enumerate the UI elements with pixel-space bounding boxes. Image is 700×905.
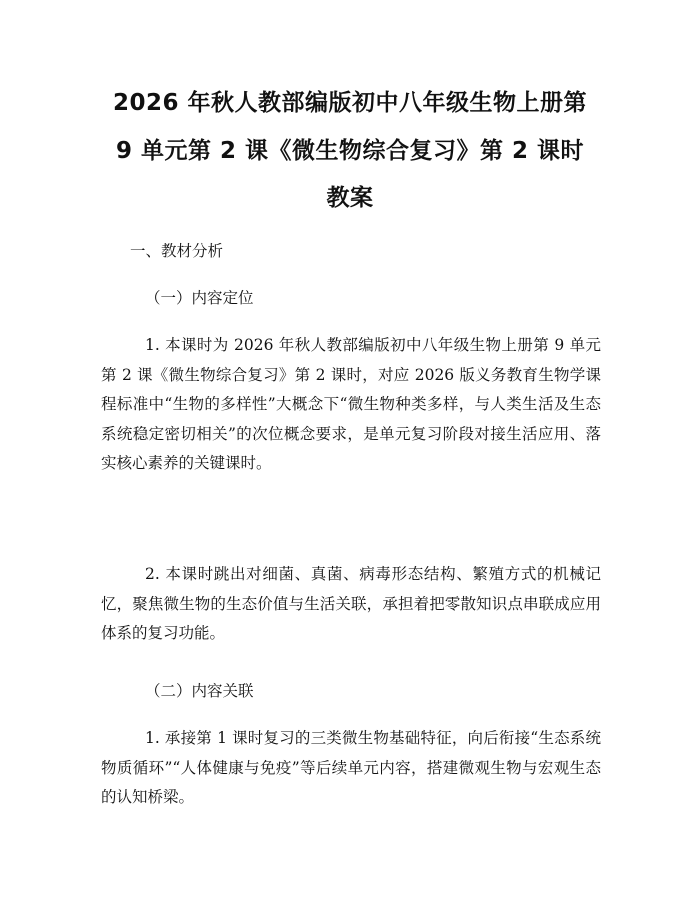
document-title-line-2: 9 单元第 2 课《微生物综合复习》第 2 课时 — [115, 138, 585, 164]
subsection-heading-content-positioning: （一）内容定位 — [145, 289, 254, 307]
paragraph-content-positioning-2: 2. 本课时跳出对细菌、真菌、病毒形态结构、繁殖方式的机械记忆，聚焦微生物的生态价值与生活关联，承担着把零散知识点串联成应用体系的复习功能。 — [101, 565, 601, 643]
paragraph-content-positioning-1: 1. 本课时为 2026 年秋人教部编版初中八年级生物上册第 9 单元第 2 课《微生物综合复习》第 2 课时，对应 2026 版义务教育生物学课程标准中“生物的多样性”大概念下“微生物种类多样，与人类生活及生态系统稳定密切相关”的次位概念要求，是单元复习阶段对接生活应用、落实核心素养的关键课时。 — [101, 336, 601, 473]
paragraph-content-connection-1: 1. 承接第 1 课时复习的三类微生物基础特征，向后衔接“生态系统物质循环”“人体健康与免疫”等后续单元内容，搭建微观生物与宏观生态的认知桥梁。 — [101, 729, 601, 807]
document-title-line-1: 2026 年秋人教部编版初中八年级生物上册第 — [112, 90, 588, 116]
subsection-heading-content-connection: （二）内容关联 — [145, 682, 254, 700]
document-title-line-3: 教案 — [326, 185, 374, 211]
section-heading-teaching-material-analysis: 一、教材分析 — [130, 242, 224, 260]
